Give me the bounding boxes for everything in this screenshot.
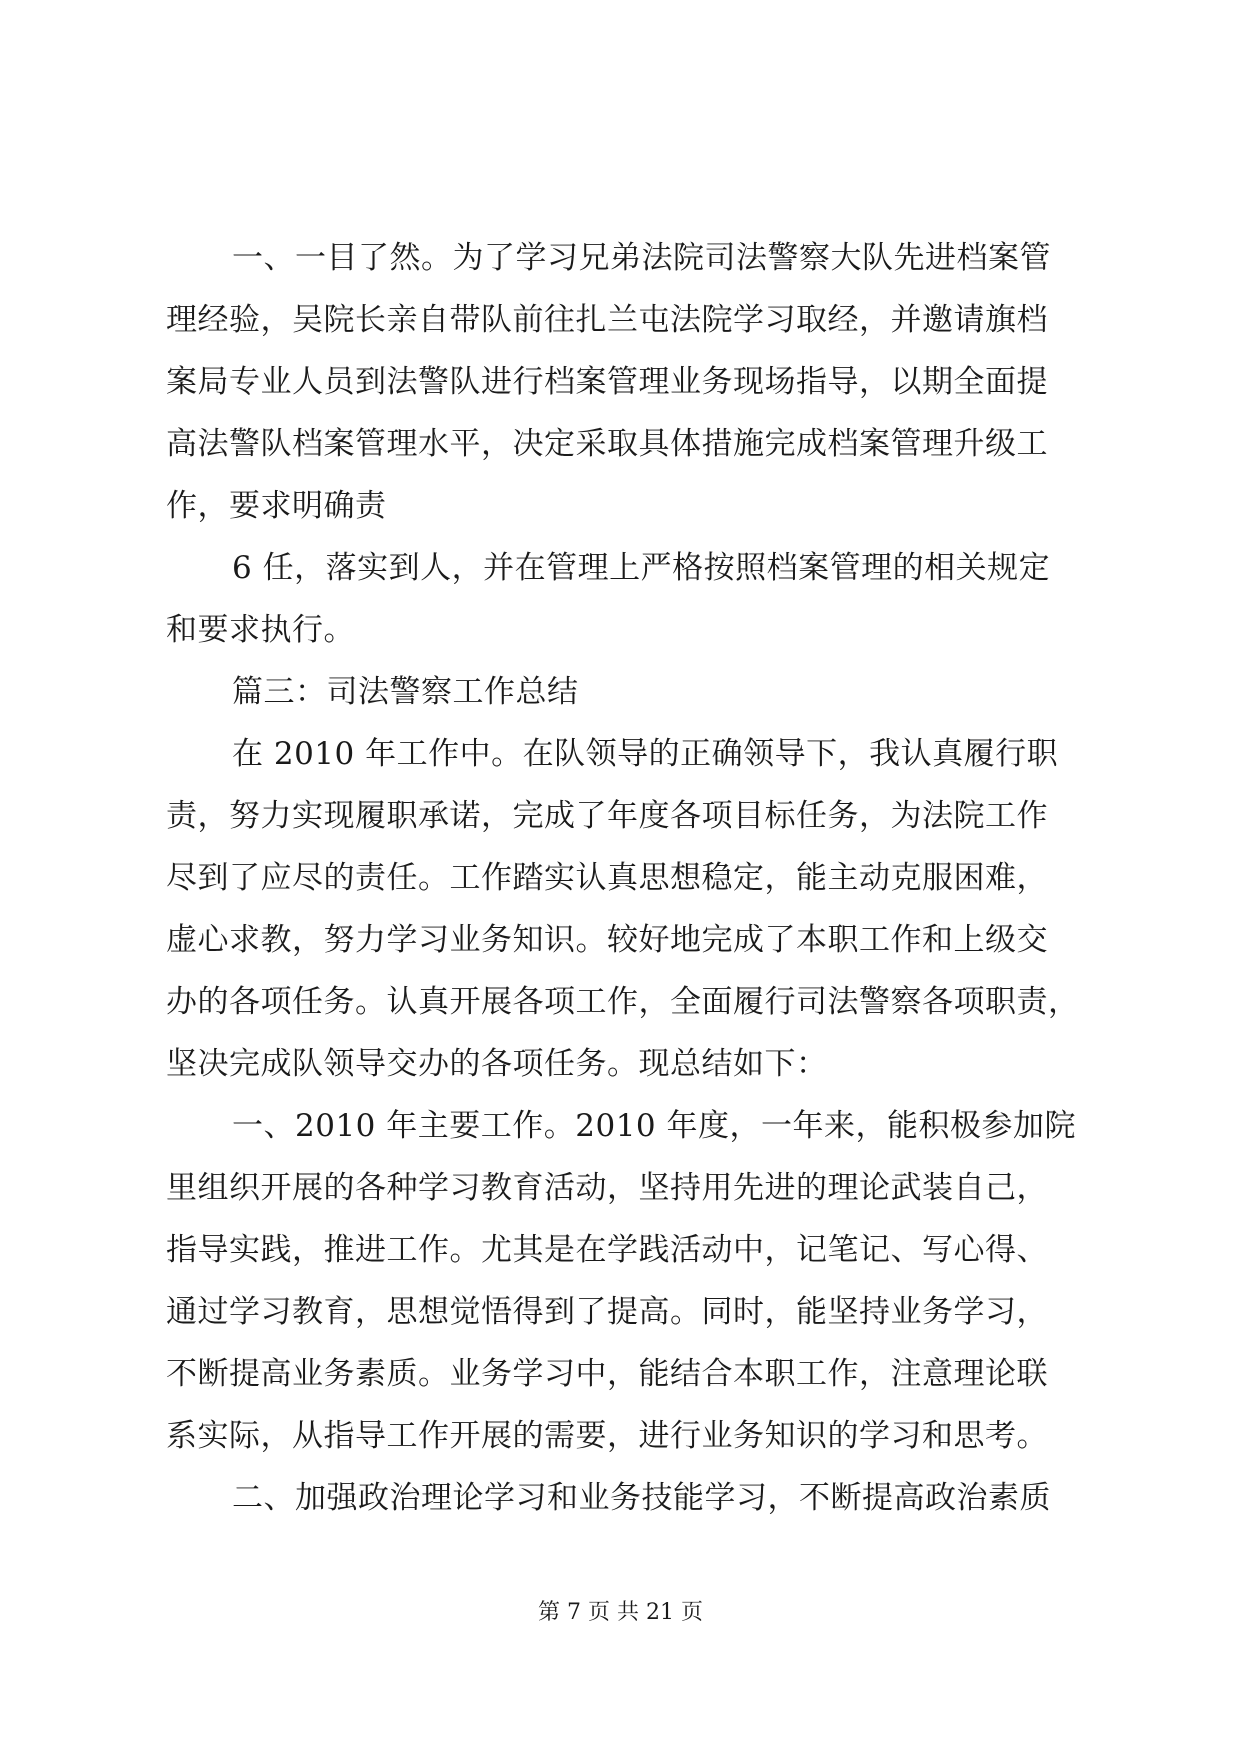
text-line: 里组织开展的各种学习教育活动，坚持用先进的理论武装自己， [166,1170,1048,1206]
section-heading: 篇三：司法警察工作总结 [232,674,579,710]
text-line: 二、加强政治理论学习和业务技能学习，不断提高政治素质 [232,1480,1051,1516]
text-line: 高法警队档案管理水平，决定采取具体措施完成档案管理升级工 [166,426,1048,462]
text-line: 尽到了应尽的责任。工作踏实认真思想稳定，能主动克服困难， [166,860,1048,896]
text-line: 坚决完成队领导交办的各项任务。现总结如下： [166,1046,828,1082]
text-line: 不断提高业务素质。业务学习中，能结合本职工作，注意理论联 [166,1356,1048,1392]
text-line: 理经验，吴院长亲自带队前往扎兰屯法院学习取经，并邀请旗档 [166,302,1048,338]
text-line: 指导实践，推进工作。尤其是在学践活动中，记笔记、写心得、 [166,1232,1048,1268]
page-number-footer: 第 7 页 共 21 页 [538,1600,703,1625]
text-line: 作，要求明确责 [166,488,387,524]
text-line: 一、2010 年主要工作。2010 年度，一年来，能积极参加院 [232,1108,1076,1144]
text-line: 系实际，从指导工作开展的需要，进行业务知识的学习和思考。 [166,1418,1048,1454]
text-line: 在 2010 年工作中。在队领导的正确领导下，我认真履行职 [232,736,1059,772]
text-line: 责，努力实现履职承诺，完成了年度各项目标任务，为法院工作 [166,798,1048,834]
text-line: 办的各项任务。认真开展各项工作，全面履行司法警察各项职责， [166,984,1080,1020]
text-line: 案局专业人员到法警队进行档案管理业务现场指导，以期全面提 [166,364,1048,400]
text-line: 通过学习教育，思想觉悟得到了提高。同时，能坚持业务学习， [166,1294,1048,1330]
text-line: 一、一目了然。为了学习兄弟法院司法警察大队先进档案管 [232,240,1051,276]
text-line: 和要求执行。 [166,612,355,648]
text-line: 6 任，落实到人，并在管理上严格按照档案管理的相关规定 [232,550,1051,586]
text-line: 虚心求教，努力学习业务知识。较好地完成了本职工作和上级交 [166,922,1048,958]
